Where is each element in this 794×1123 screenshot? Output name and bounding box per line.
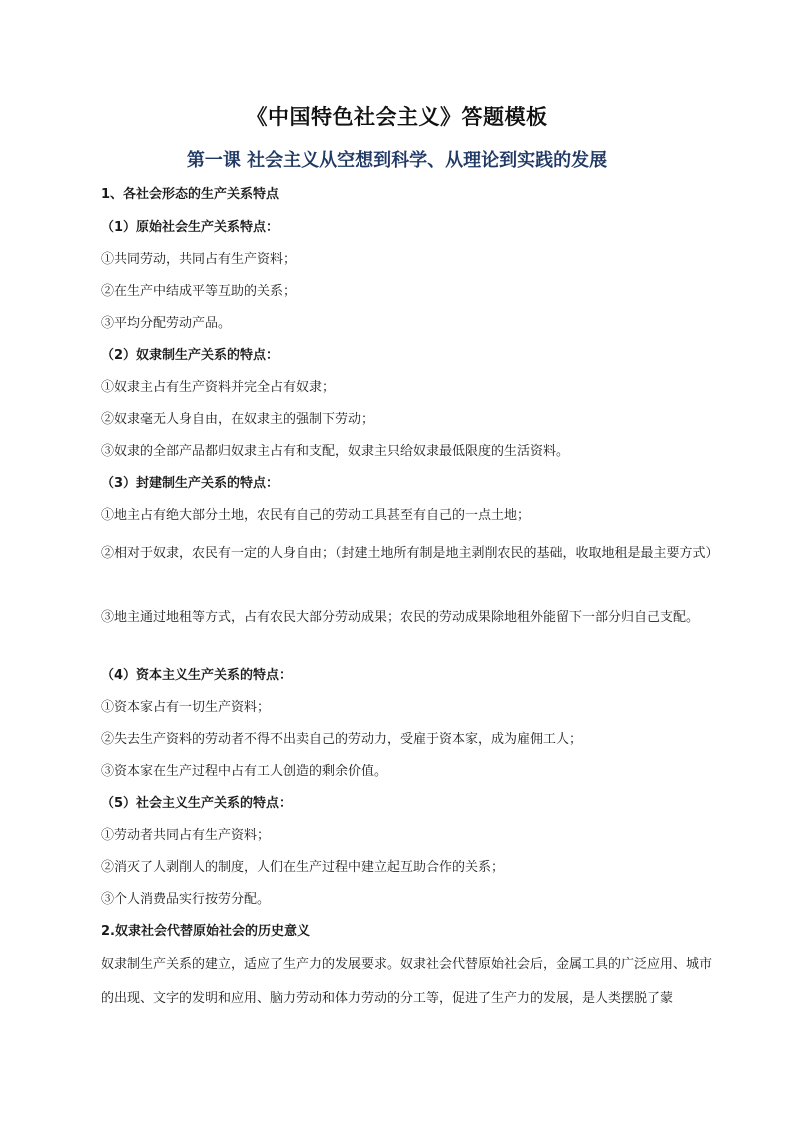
document-title: 《中国特色社会主义》答题模板 (246, 105, 548, 129)
sub-3-heading: （3）封建制生产关系的特点： (101, 476, 280, 491)
sub-5-item-2: ②消灭了人剥削人的制度，人们在生产过程中建立起互助合作的关系； (101, 860, 505, 875)
sub-1-heading: （1）原始社会生产关系特点： (101, 220, 280, 235)
section-2-paragraph: 奴隶制生产关系的建立，适应了生产力的发展要求。奴隶社会代替原始社会后，金属工具的广泛应用、城市的出现、文字的发明和应用、脑力劳动和体力劳动的分工等，促进了生产力的发展，是人类摆脱了蒙 (101, 957, 713, 1006)
sub-4-item-3: ③资本家在生产过程中占有工人创造的剩余价值。 (101, 764, 388, 779)
sub-1-item-2: ②在生产中结成平等互助的关系； (101, 284, 297, 299)
sub-1-item-3: ③平均分配劳动产品。 (101, 316, 232, 331)
sub-3-item-2: ②相对于奴隶，农民有一定的人身自由；（封建土地所有制是地主剥削农民的基础，收取地租是最主要方式） (101, 546, 719, 561)
sub-2-item-1: ①奴隶主占有生产资料并完全占有奴隶； (101, 380, 336, 395)
sub-3-item-3: ③地主通过地租等方式，占有农民大部分劳动成果；农民的劳动成果除地租外能留下一部分归自己支配。 (101, 610, 700, 625)
sub-1-item-1: ①共同劳动，共同占有生产资料； (101, 252, 297, 267)
sub-4-item-1: ①资本家占有一切生产资料； (101, 700, 271, 715)
sub-2-heading: （2）奴隶制生产关系的特点： (101, 348, 280, 363)
sub-4-heading: （4）资本主义生产关系的特点： (101, 668, 293, 683)
section-2-heading: 2.奴隶社会代替原始社会的历史意义 (101, 924, 310, 939)
section-1-heading: 1、各社会形态的生产关系特点 (101, 187, 280, 202)
lesson-title: 第一课 社会主义从空想到科学、从理论到实践的发展 (186, 150, 608, 171)
sub-2-item-2: ②奴隶毫无人身自由，在奴隶主的强制下劳动； (101, 412, 375, 427)
sub-5-item-3: ③个人消费品实行按劳分配。 (101, 892, 271, 907)
sub-4-item-2: ②失去生产资料的劳动者不得不出卖自己的劳动力，受雇于资本家，成为雇佣工人； (101, 732, 583, 747)
sub-5-item-1: ①劳动者共同占有生产资料； (101, 828, 271, 843)
sub-5-heading: （5）社会主义生产关系的特点： (101, 796, 293, 811)
sub-2-item-3: ③奴隶的全部产品都归奴隶主占有和支配，奴隶主只给奴隶最低限度的生活资料。 (101, 444, 570, 459)
sub-3-item-1: ①地主占有绝大部分土地，农民有自己的劳动工具甚至有自己的一点土地； (101, 508, 531, 523)
